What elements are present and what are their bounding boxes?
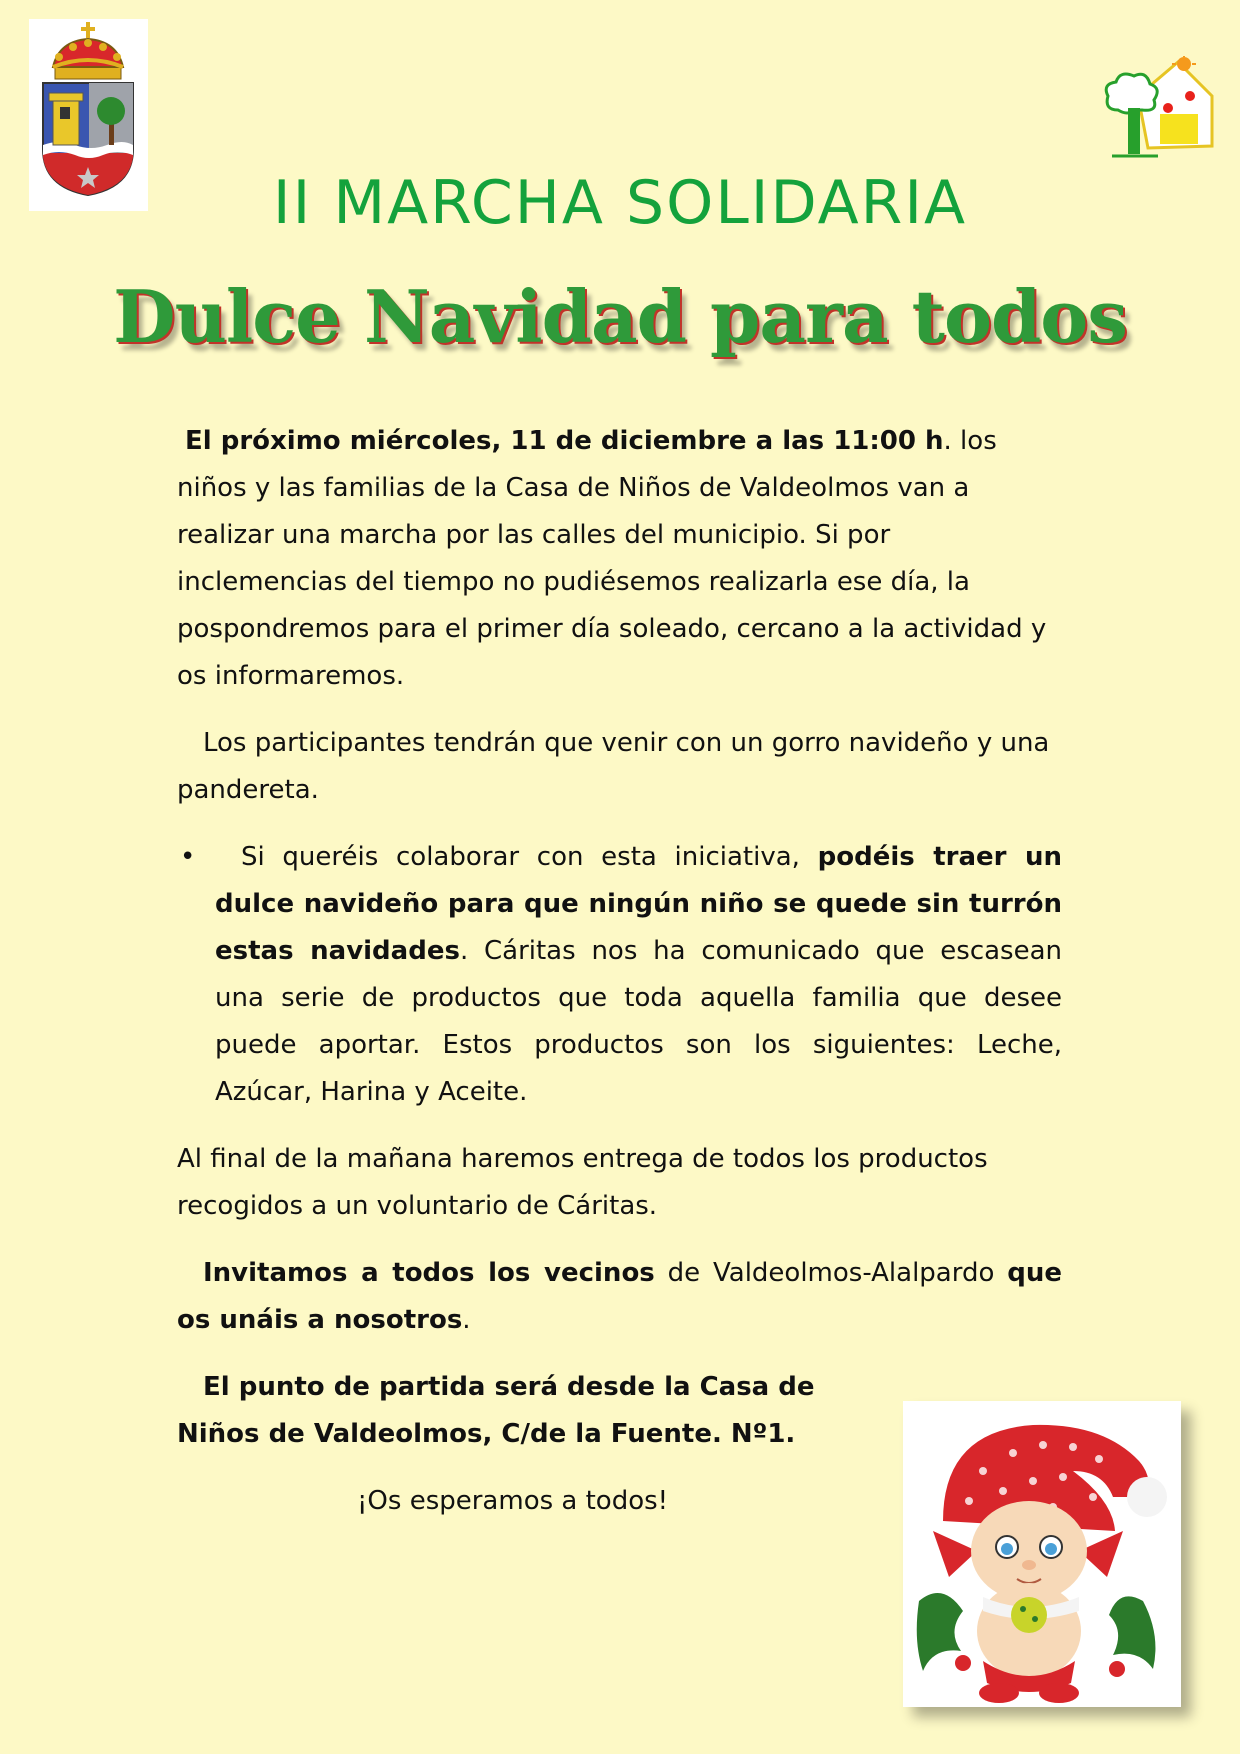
bullet-rest: . Cáritas nos ha comunicado que escasean una serie de productos que toda aquella familia que desee puede aportar. Estos productos son los siguientes: Leche, Azúcar, Harina y Aceite. <box>215 936 1063 1107</box>
paragraph-requirements: Los participantes tendrán que venir con un gorro navideño y una pandereta. <box>177 728 1050 805</box>
bullet-collaboration <box>177 834 1062 1116</box>
bullet-intro: Si queréis colaborar con esta iniciativa, <box>241 842 818 872</box>
paragraph-date-rest: . los niños y las familias de la Casa de Niños de Valdeolmos van a realizar una marcha por las calles del municipio. Si por inclemencias del tiempo no pudiésemos realizarla ese día, la pospondremos para el primer día soleado, cercano a la actividad y os informaremos. <box>177 426 1047 691</box>
event-subtitle: Dulce Navidad para todos <box>113 274 1127 359</box>
casa-de-ninos-logo <box>1098 56 1218 161</box>
paragraph-starting-point <box>177 1364 817 1458</box>
invitation-bold-2: que os unáis a nosotros <box>177 1258 1063 1335</box>
paragraph-invitation <box>177 1250 1062 1344</box>
bullet-bold: podéis traer un dulce navideño para que ningún niño se quede sin turrón estas navidades <box>215 842 1062 966</box>
paragraph-delivery: Al final de la mañana haremos entrega de todos los productos recogidos a un voluntario de Cáritas. <box>177 1144 988 1221</box>
invitation-end: . <box>462 1305 471 1335</box>
date-time-text: El próximo miércoles, 11 de diciembre a las 11:00 h <box>185 426 944 456</box>
invitation-bold-1: Invitamos a todos los vecinos <box>203 1258 655 1288</box>
announcement-body <box>177 418 1062 1525</box>
christmas-elf-illustration <box>903 1401 1181 1707</box>
starting-point-text: El punto de partida será desde la Casa de Niños de Valdeolmos, C/de la Fuente. Nº1. <box>177 1372 815 1449</box>
closing-text: ¡Os esperamos a todos! <box>357 1486 669 1516</box>
bullet-marker: • <box>180 842 196 872</box>
paragraph-date <box>177 418 1062 700</box>
event-title: II MARCHA SOLIDARIA <box>272 168 968 238</box>
invitation-mid: de Valdeolmos-Alalpardo <box>654 1258 1008 1288</box>
bullet-text <box>215 834 1062 1116</box>
